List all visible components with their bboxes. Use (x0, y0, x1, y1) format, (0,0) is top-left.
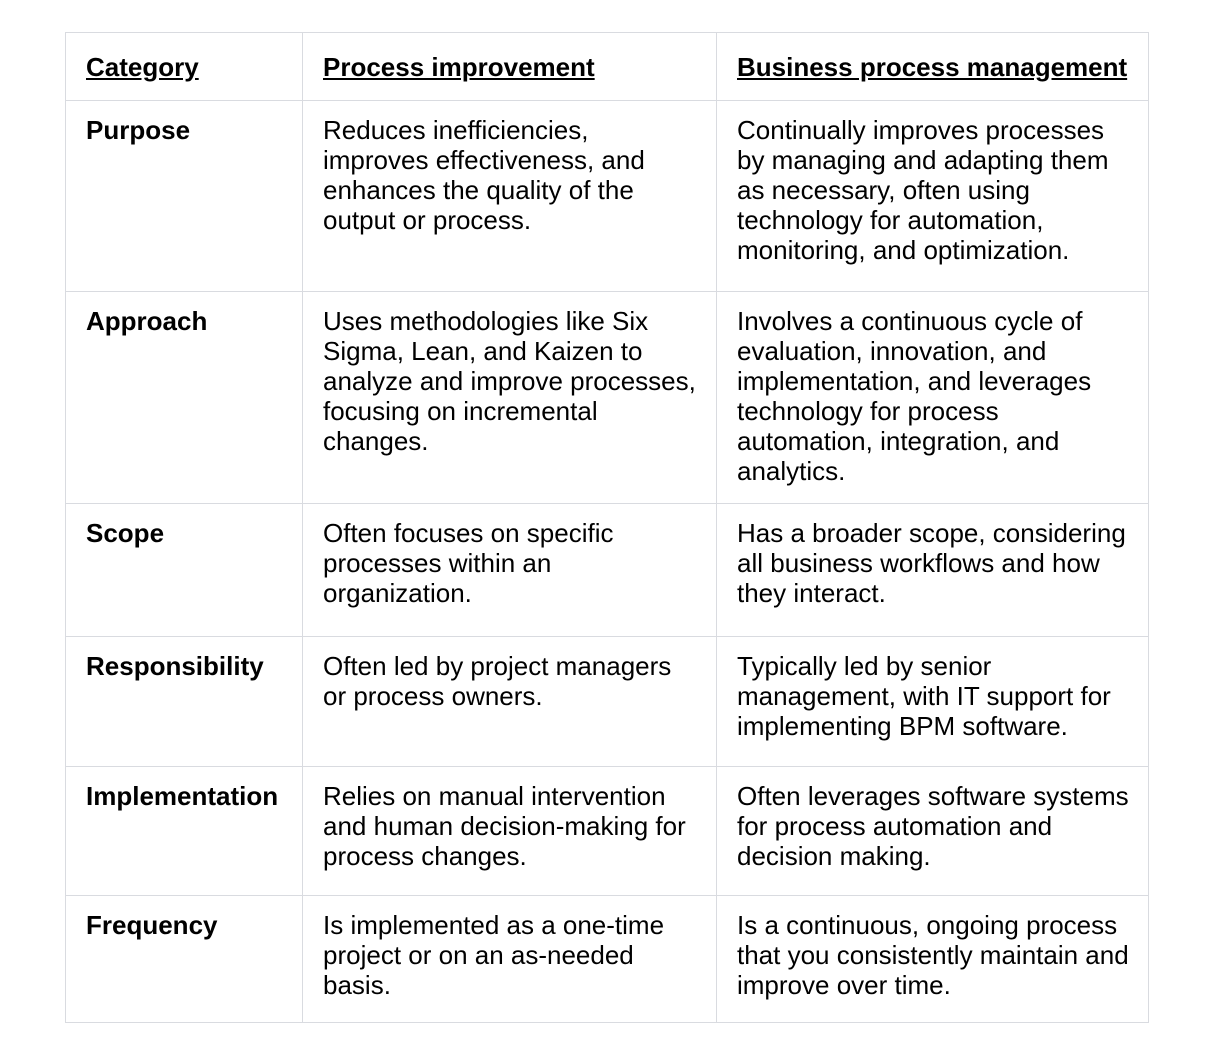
table-row-implementation (66, 767, 1149, 896)
table-row-responsibility (66, 637, 1149, 767)
header-row (66, 33, 1149, 101)
cell-scope-process-improvement: Often focuses on specific processes within an organization. (303, 504, 717, 637)
table-row-scope (66, 504, 1149, 637)
table-row-approach (66, 292, 1149, 504)
comparison-table (65, 32, 1149, 1023)
cell-frequency-bpm: Is a continuous, ongoing process that you consistently maintain and improve over time. (717, 896, 1149, 1023)
cell-purpose-bpm: Continually improves processes by managing and adapting them as necessary, often using technology for automation, monitoring, and optimization. (717, 101, 1149, 292)
cell-purpose-process-improvement: Reduces inefficiencies, improves effectiveness, and enhances the quality of the output or process. (303, 101, 717, 292)
table-row-purpose (66, 101, 1149, 292)
cell-responsibility-bpm: Typically led by senior management, with IT support for implementing BPM software. (717, 637, 1149, 767)
cell-implementation-process-improvement: Relies on manual intervention and human decision-making for process changes. (303, 767, 717, 896)
cell-scope-bpm: Has a broader scope, considering all business workflows and how they interact. (717, 504, 1149, 637)
cell-approach-bpm: Involves a continuous cycle of evaluation, innovation, and implementation, and leverages technology for process automation, integration, and analytics. (717, 292, 1149, 504)
cell-responsibility-process-improvement: Often led by project managers or process owners. (303, 637, 717, 767)
row-label-responsibility: Responsibility (66, 637, 303, 767)
row-label-frequency: Frequency (66, 896, 303, 1023)
table-row-frequency (66, 896, 1149, 1023)
document-page (65, 32, 1148, 1023)
row-label-purpose: Purpose (66, 101, 303, 292)
row-label-scope: Scope (66, 504, 303, 637)
row-label-implementation: Implementation (66, 767, 303, 896)
header-category: Category (66, 33, 303, 101)
header-process-improvement: Process improvement (303, 33, 717, 101)
cell-approach-process-improvement: Uses methodologies like Six Sigma, Lean, and Kaizen to analyze and improve processes, focusing on incremental changes. (303, 292, 717, 504)
row-label-approach: Approach (66, 292, 303, 504)
cell-frequency-process-improvement: Is implemented as a one-time project or on an as-needed basis. (303, 896, 717, 1023)
cell-implementation-bpm: Often leverages software systems for process automation and decision making. (717, 767, 1149, 896)
header-business-process-management: Business process management (717, 33, 1149, 101)
